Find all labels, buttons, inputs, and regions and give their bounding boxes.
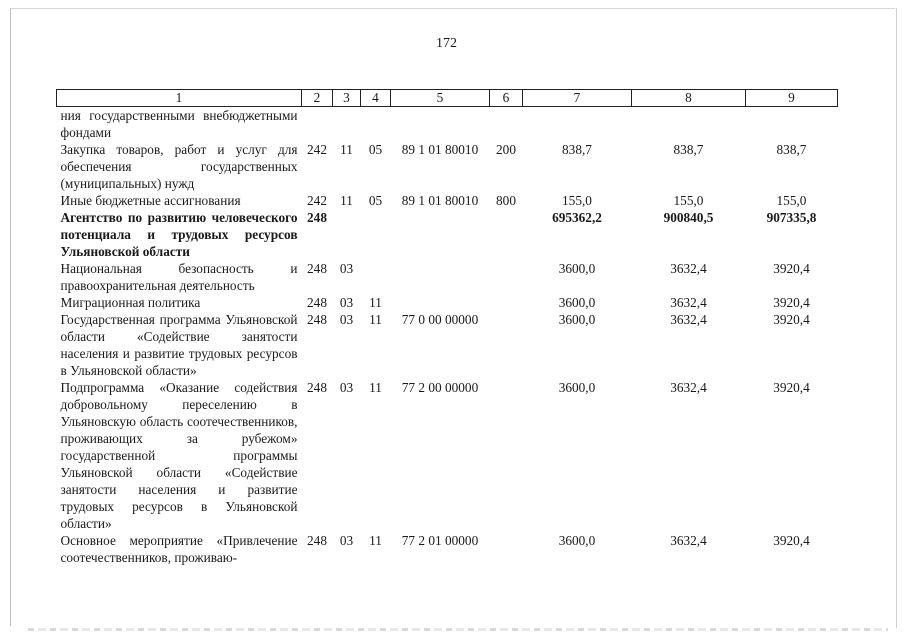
- code-subsection: 11: [369, 312, 382, 327]
- column-number-row: [57, 90, 838, 107]
- code-expense-type: [490, 107, 523, 142]
- page-number: 172: [436, 36, 457, 51]
- code-target-article: [391, 107, 490, 142]
- item-name: Основное мероприятие «Привлечение соотечественников, проживаю-: [60, 533, 298, 565]
- code-subsection: [361, 260, 391, 294]
- code-target-article: 77 2 00 00000: [401, 380, 479, 395]
- code-expense-type: [490, 260, 523, 294]
- item-name: Государственная программа Ульяновской области «Содействие занятости населения и развитие трудовых ресурсов в Ульяновской области»: [60, 312, 298, 378]
- column-header: 6: [490, 90, 523, 107]
- column-header: 8: [632, 90, 746, 107]
- code-target-article: [391, 294, 490, 311]
- code-ministry: 248: [307, 380, 327, 395]
- item-name: ния государственными внебюджетными фондами: [60, 108, 298, 140]
- scan-artifact-line: [28, 628, 888, 631]
- code-target-article: [391, 209, 490, 260]
- amount-col-8: [632, 107, 746, 142]
- code-expense-type: [490, 532, 523, 566]
- column-header: 5: [391, 90, 490, 107]
- code-ministry: 242: [307, 142, 327, 157]
- code-ministry: 248: [307, 210, 327, 225]
- code-subsection: 05: [368, 193, 383, 208]
- item-name: Иные бюджетные ассигнования: [60, 193, 241, 208]
- column-header: 3: [333, 90, 361, 107]
- code-expense-type: [490, 311, 523, 379]
- code-ministry: 248: [307, 312, 327, 327]
- code-ministry: 248: [307, 261, 327, 276]
- code-section: 03: [339, 380, 354, 395]
- code-target-article: 89 1 01 80010: [401, 142, 479, 157]
- amount-col-9: 3920,4: [773, 380, 810, 395]
- table-row: [57, 107, 838, 142]
- item-name: Подпрограмма «Оказание содействия добровольному переселению в Ульяновскую область соотечественников, проживающих за рубежом» государственной программы Ульяновской области «Содействие занятости населения и развитие трудовых ресурсов в Ульяновской области»: [60, 380, 298, 531]
- amount-col-7: 695362,2: [552, 210, 602, 225]
- amount-col-8: 838,7: [673, 142, 704, 157]
- table-row: [57, 294, 838, 311]
- code-target-article: 77 2 01 00000: [401, 533, 479, 548]
- code-expense-type: 200: [496, 142, 516, 157]
- table-row: [57, 209, 838, 260]
- amount-col-7: 3600,0: [558, 295, 596, 310]
- table-row: [57, 260, 838, 294]
- column-header: 9: [746, 90, 838, 107]
- amount-col-9: [746, 107, 838, 142]
- amount-col-9: 3920,4: [773, 295, 810, 310]
- amount-col-8: 3632,4: [670, 533, 707, 548]
- amount-col-7: 155,0: [562, 193, 592, 208]
- code-section: 11: [340, 193, 353, 208]
- column-header: 2: [302, 90, 333, 107]
- code-ministry: [302, 107, 333, 142]
- code-expense-type: [490, 294, 523, 311]
- code-subsection: 11: [369, 533, 382, 548]
- code-expense-type: [490, 209, 523, 260]
- item-name: Агентство по развитию человеческого потенциала и трудовых ресурсов Ульяновской области: [60, 210, 298, 259]
- code-section: 03: [339, 295, 354, 310]
- code-expense-type: [490, 379, 523, 532]
- amount-col-7: 3600,0: [558, 533, 596, 548]
- amount-col-9: 907335,8: [766, 210, 817, 225]
- amount-col-8: 900840,5: [663, 210, 714, 225]
- code-subsection: 11: [369, 380, 382, 395]
- code-section: [333, 107, 361, 142]
- code-subsection: 05: [368, 142, 383, 157]
- item-name: Миграционная политика: [60, 295, 201, 310]
- amount-col-9: 3920,4: [773, 533, 810, 548]
- amount-col-8: 155,0: [673, 193, 704, 208]
- code-subsection: 11: [369, 295, 382, 310]
- code-expense-type: 800: [496, 193, 516, 208]
- amount-col-9: 3920,4: [773, 312, 810, 327]
- amount-col-9: 3920,4: [773, 261, 810, 276]
- table-row: [57, 192, 838, 209]
- column-header: 1: [57, 90, 302, 107]
- budget-table: [56, 89, 838, 566]
- table-row: [57, 532, 838, 566]
- page-edge: [896, 8, 897, 628]
- item-name: Закупка товаров, работ и услуг для обеспечения государственных (муниципальных) нужд: [60, 142, 298, 191]
- code-target-article: [391, 260, 490, 294]
- amount-col-8: 3632,4: [670, 380, 707, 395]
- amount-col-8: 3632,4: [670, 295, 707, 310]
- table-body: [57, 107, 838, 567]
- code-section: 03: [339, 312, 354, 327]
- table-row: [57, 379, 838, 532]
- code-target-article: 89 1 01 80010: [401, 193, 479, 208]
- amount-col-8: 3632,4: [670, 261, 707, 276]
- amount-col-7: [523, 107, 632, 142]
- code-section: 11: [340, 142, 353, 157]
- amount-col-7: 3600,0: [558, 261, 596, 276]
- table-row: [57, 311, 838, 379]
- code-ministry: 248: [307, 533, 327, 548]
- column-header: 7: [523, 90, 632, 107]
- code-ministry: 242: [307, 193, 327, 208]
- code-subsection: [361, 107, 391, 142]
- amount-col-9: 155,0: [776, 193, 807, 208]
- amount-col-9: 838,7: [776, 142, 807, 157]
- code-target-article: 77 0 00 00000: [401, 312, 479, 327]
- table-row: [57, 141, 838, 192]
- amount-col-7: 3600,0: [558, 312, 596, 327]
- code-section: [333, 209, 361, 260]
- amount-col-8: 3632,4: [670, 312, 707, 327]
- amount-col-7: 3600,0: [558, 380, 596, 395]
- code-section: 03: [339, 261, 354, 276]
- code-subsection: [361, 209, 391, 260]
- code-ministry: 248: [307, 295, 327, 310]
- column-header: 4: [361, 90, 391, 107]
- amount-col-7: 838,7: [562, 142, 592, 157]
- item-name: Национальная безопасность и правоохранительная деятельность: [60, 261, 298, 293]
- code-section: 03: [339, 533, 354, 548]
